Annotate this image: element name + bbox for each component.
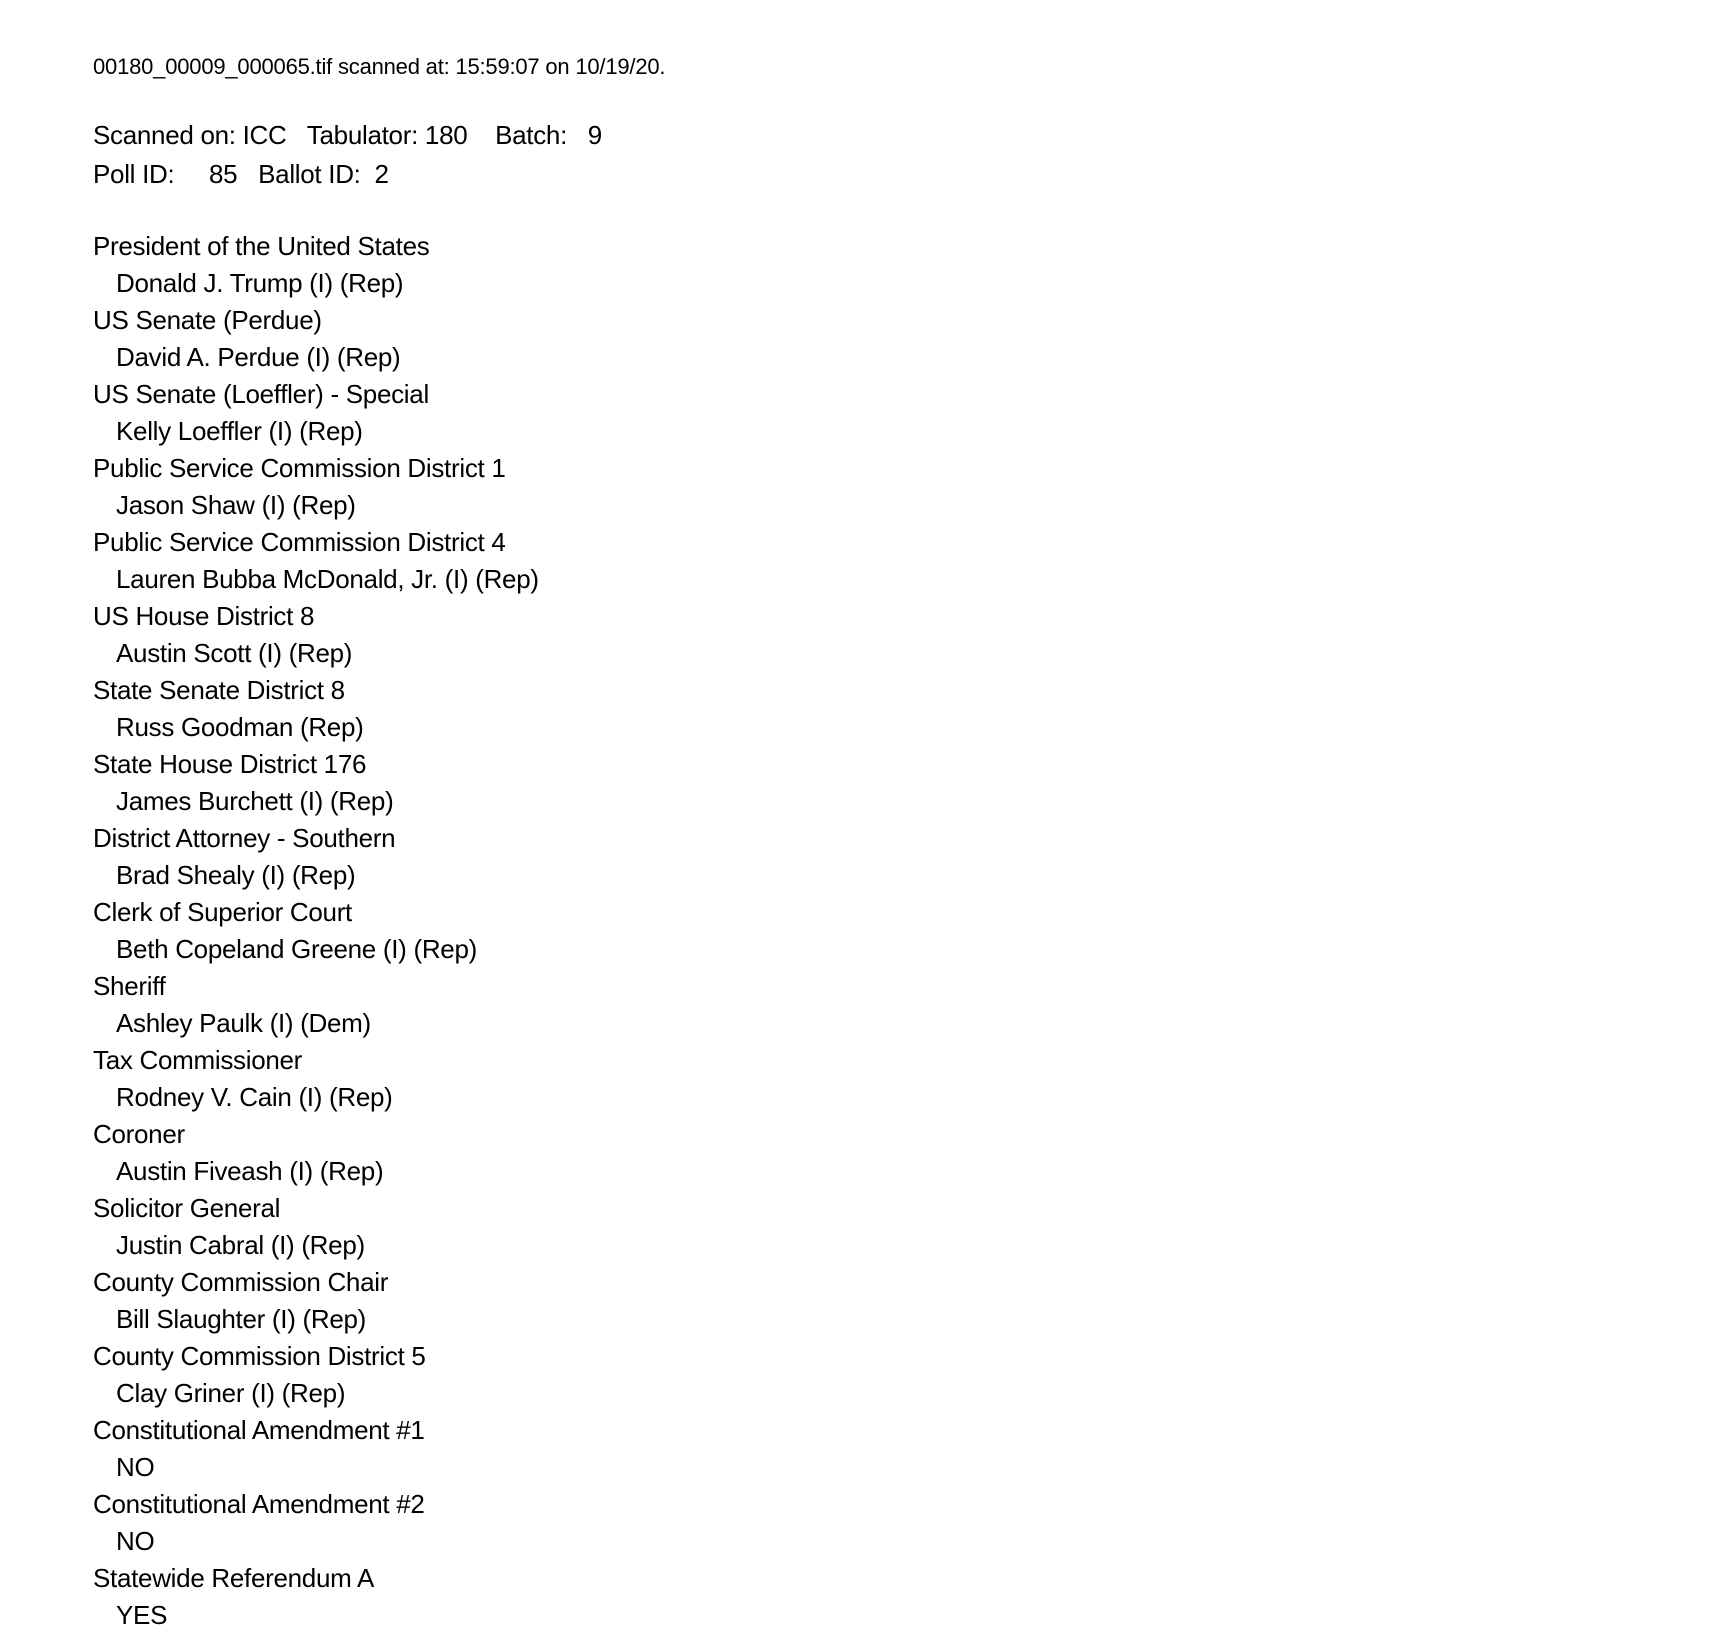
contest-office: Coroner <box>93 1119 185 1149</box>
contest-selection: Ashley Paulk (I) (Dem) <box>116 1008 371 1038</box>
contest-office: State Senate District 8 <box>93 675 345 705</box>
contest-office: US Senate (Loeffler) - Special <box>93 379 429 409</box>
contest-selection: Bill Slaughter (I) (Rep) <box>116 1304 366 1334</box>
contest-selection: NO <box>116 1526 155 1556</box>
contest-office: Tax Commissioner <box>93 1045 303 1075</box>
contest-selection: Russ Goodman (Rep) <box>116 712 364 742</box>
contest-selection: Kelly Loeffler (I) (Rep) <box>116 416 363 446</box>
contest-office: District Attorney - Southern <box>93 823 396 853</box>
poll-ballot-id-line: Poll ID: 85 Ballot ID: 2 <box>93 159 389 189</box>
contest-office: Constitutional Amendment #2 <box>93 1489 425 1519</box>
contest-selection: Beth Copeland Greene (I) (Rep) <box>116 934 477 964</box>
contest-office: Public Service Commission District 1 <box>93 453 506 483</box>
contest-selection: Brad Shealy (I) (Rep) <box>116 860 356 890</box>
contest-office: US Senate (Perdue) <box>93 305 322 335</box>
contest-selection: Donald J. Trump (I) (Rep) <box>116 268 404 298</box>
contest-selection: Justin Cabral (I) (Rep) <box>116 1230 365 1260</box>
contest-selection: Lauren Bubba McDonald, Jr. (I) (Rep) <box>116 564 539 594</box>
contest-office: County Commission District 5 <box>93 1341 426 1371</box>
contest-office: President of the United States <box>93 231 430 261</box>
contest-selection: NO <box>116 1452 155 1482</box>
contest-list <box>93 228 1669 1634</box>
contest-office: County Commission Chair <box>93 1267 389 1297</box>
contest-selection: David A. Perdue (I) (Rep) <box>116 342 401 372</box>
contest-selection: Austin Fiveash (I) (Rep) <box>116 1156 384 1186</box>
contest-office: Statewide Referendum A <box>93 1563 375 1593</box>
contest-office: US House District 8 <box>93 601 315 631</box>
contest-selection: Clay Griner (I) (Rep) <box>116 1378 346 1408</box>
contest-selection: YES <box>116 1600 168 1630</box>
contest-selection: James Burchett (I) (Rep) <box>116 786 394 816</box>
scan-metadata-block <box>93 116 1669 194</box>
contest-selection: Rodney V. Cain (I) (Rep) <box>116 1082 393 1112</box>
contest-office: Sheriff <box>93 971 166 1001</box>
contest-selection: Jason Shaw (I) (Rep) <box>116 490 356 520</box>
contest-office: Public Service Commission District 4 <box>93 527 506 557</box>
contest-office: Solicitor General <box>93 1193 281 1223</box>
scan-filename-line: 00180_00009_000065.tif scanned at: 15:59:07 on 10/19/20. <box>93 54 666 79</box>
contest-office: State House District 176 <box>93 749 367 779</box>
contest-office: Clerk of Superior Court <box>93 897 352 927</box>
contest-office: Constitutional Amendment #1 <box>93 1415 425 1445</box>
scanner-tabulator-batch-line: Scanned on: ICC Tabulator: 180 Batch: 9 <box>93 120 602 150</box>
contest-selection: Austin Scott (I) (Rep) <box>116 638 353 668</box>
